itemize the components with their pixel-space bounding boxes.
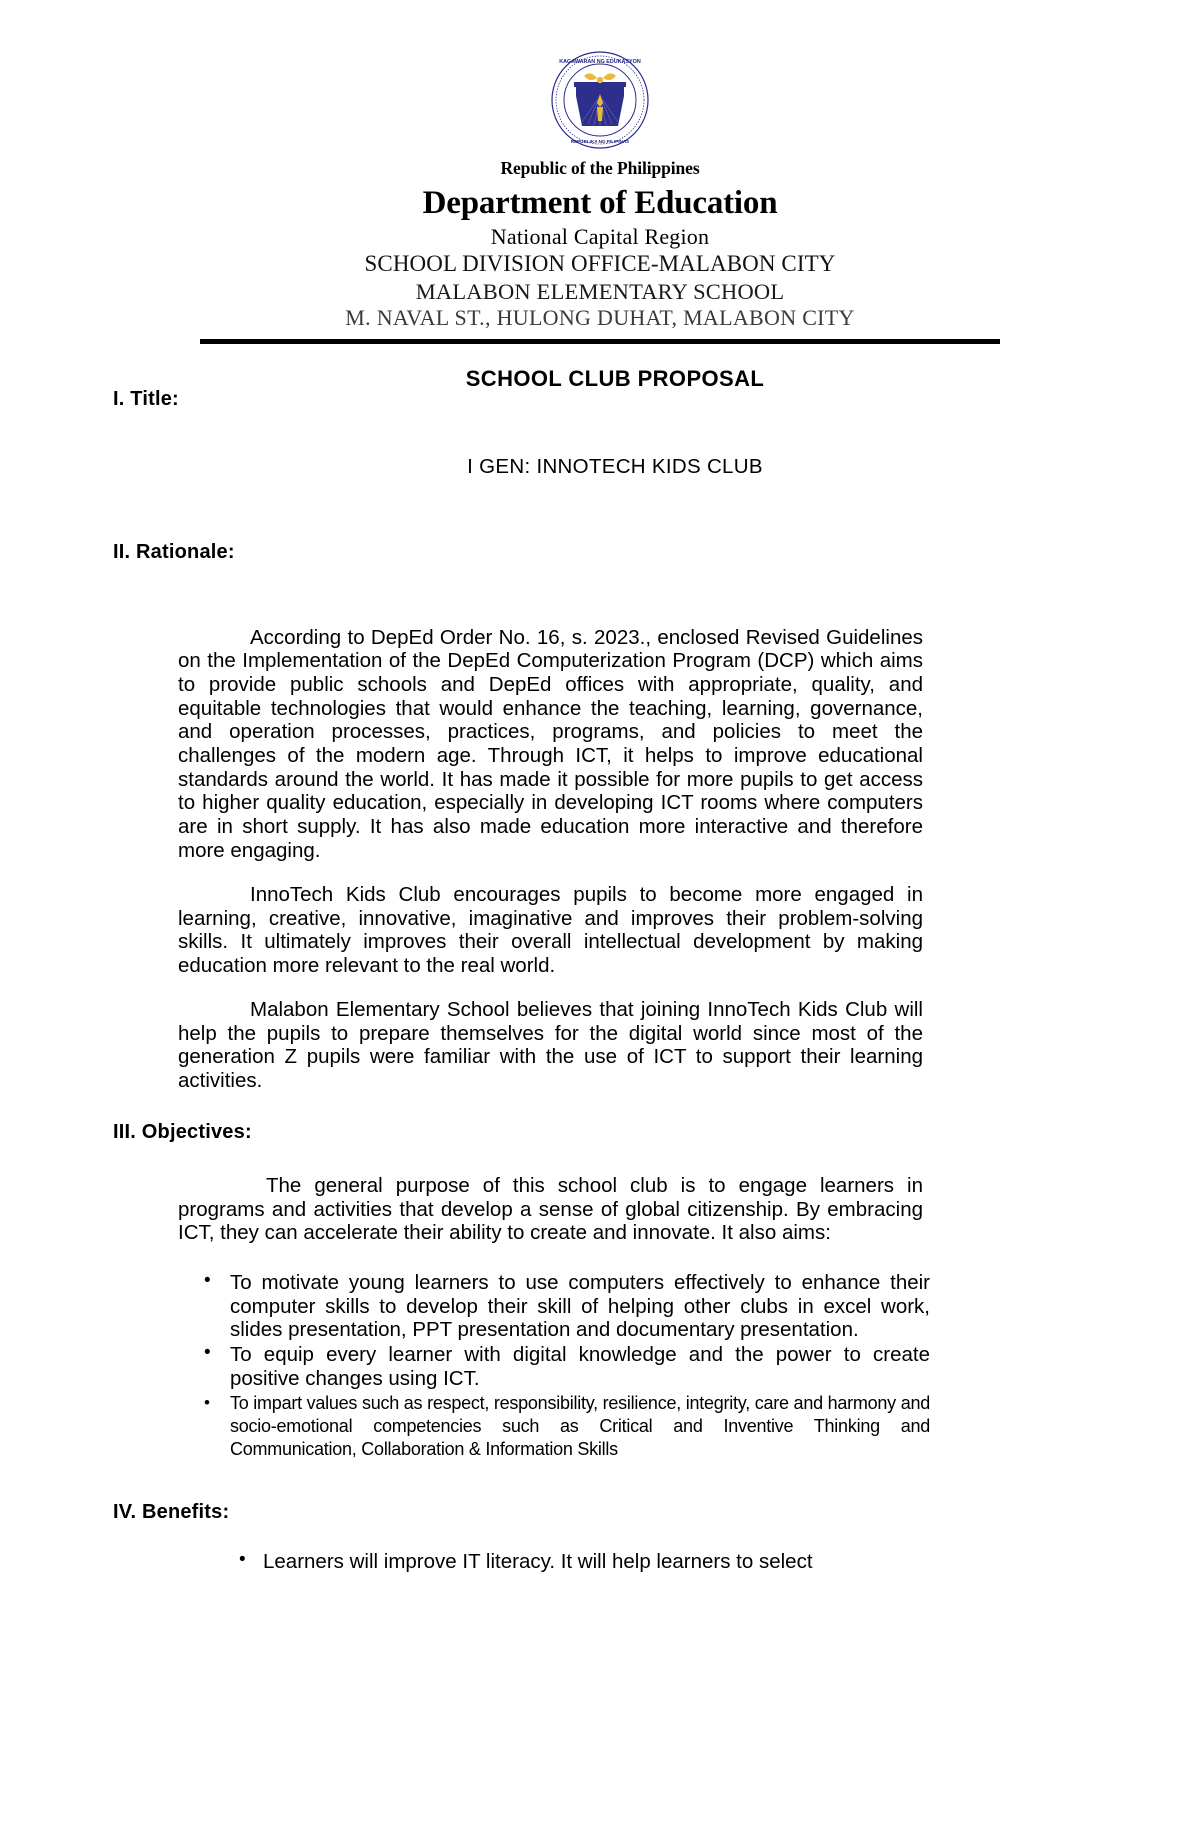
letterhead <box>0 0 1200 344</box>
letterhead-department: Department of Education <box>422 184 778 221</box>
letterhead-region: National Capital Region <box>490 223 710 249</box>
rationale-paragraph-2: InnoTech Kids Club encourages pupils to become more engaged in learning, creative, innovative, imaginative and improves their problem-solving skills. It ultimately improves their overall intellectual development by making education more relevant to the real world. <box>178 882 923 977</box>
section-heading-objectives: III. Objectives: <box>113 1120 252 1143</box>
section-heading-title: I. Title: <box>113 387 179 410</box>
benefits-bullet-list <box>235 1550 935 1574</box>
letterhead-division: SCHOOL DIVISION OFFICE-MALABON CITY <box>364 251 836 277</box>
letterhead-republic: Republic of the Philippines <box>500 158 700 178</box>
svg-text:REPUBLIKA NG PILIPINAS: REPUBLIKA NG PILIPINAS <box>570 139 630 144</box>
page-title: SCHOOL CLUB PROPOSAL <box>465 365 765 391</box>
list-item: • Learners will improve IT literacy. It will help learners to select <box>235 1550 935 1574</box>
section-heading-benefits: IV. Benefits: <box>113 1500 230 1523</box>
list-item: • To equip every learner with digital knowledge and the power to create positive changes using ICT. <box>200 1343 930 1391</box>
section-heading-rationale: II. Rationale: <box>113 540 235 563</box>
club-name: I GEN: INNOTECH KIDS CLUB <box>467 454 763 478</box>
deped-seal-icon <box>550 50 650 150</box>
list-item: • To motivate young learners to use computers effectively to enhance their computer skills to develop their skill of helping other clubs in excel work, slides presentation, PPT presentation and documentary presentation. <box>200 1271 930 1342</box>
letterhead-school: MALABON ELEMENTARY SCHOOL <box>415 278 785 304</box>
document-body <box>0 366 1200 1574</box>
seal-container <box>0 48 1200 152</box>
objectives-bullet-list <box>200 1271 930 1461</box>
rationale-paragraph-1: According to DepEd Order No. 16, s. 2023., enclosed Revised Guidelines on the Implementation of the DepEd Computerization Program (DCP) which aims to provide public schools and DepEd offices with appropriate, quality, and equitable technologies that would enhance the teaching, learning, governance, and operation processes, practices, programs, and policies to meet the challenges of the modern age. Through ICT, it helps to improve educational standards around the world. It has made it possible for more pupils to get access to higher quality education, especially in developing ICT rooms where computers are in short supply. It has also made education more interactive and therefore more engaging. <box>178 625 923 862</box>
header-divider <box>200 339 1000 344</box>
objectives-paragraph: The general purpose of this school club is to engage learners in programs and activities that develop a sense of global citizenship. By embracing ICT, they can accelerate their ability to create and innovate. It also aims: <box>178 1173 923 1245</box>
svg-text:KAGAWARAN NG EDUKASYON: KAGAWARAN NG EDUKASYON <box>559 59 641 65</box>
letterhead-address: M. NAVAL ST., HULONG DUHAT, MALABON CITY <box>345 305 855 331</box>
list-item: • To impart values such as respect, responsibility, resilience, integrity, care and harmony and socio-emotional competencies such as Critical and Inventive Thinking and Communication, Collaboration & Information Skills <box>200 1392 930 1461</box>
rationale-paragraph-3: Malabon Elementary School believes that joining InnoTech Kids Club will help the pupils to prepare themselves for the digital world since most of the generation Z pupils were familiar with the use of ICT to support their learning activities. <box>178 998 923 1093</box>
